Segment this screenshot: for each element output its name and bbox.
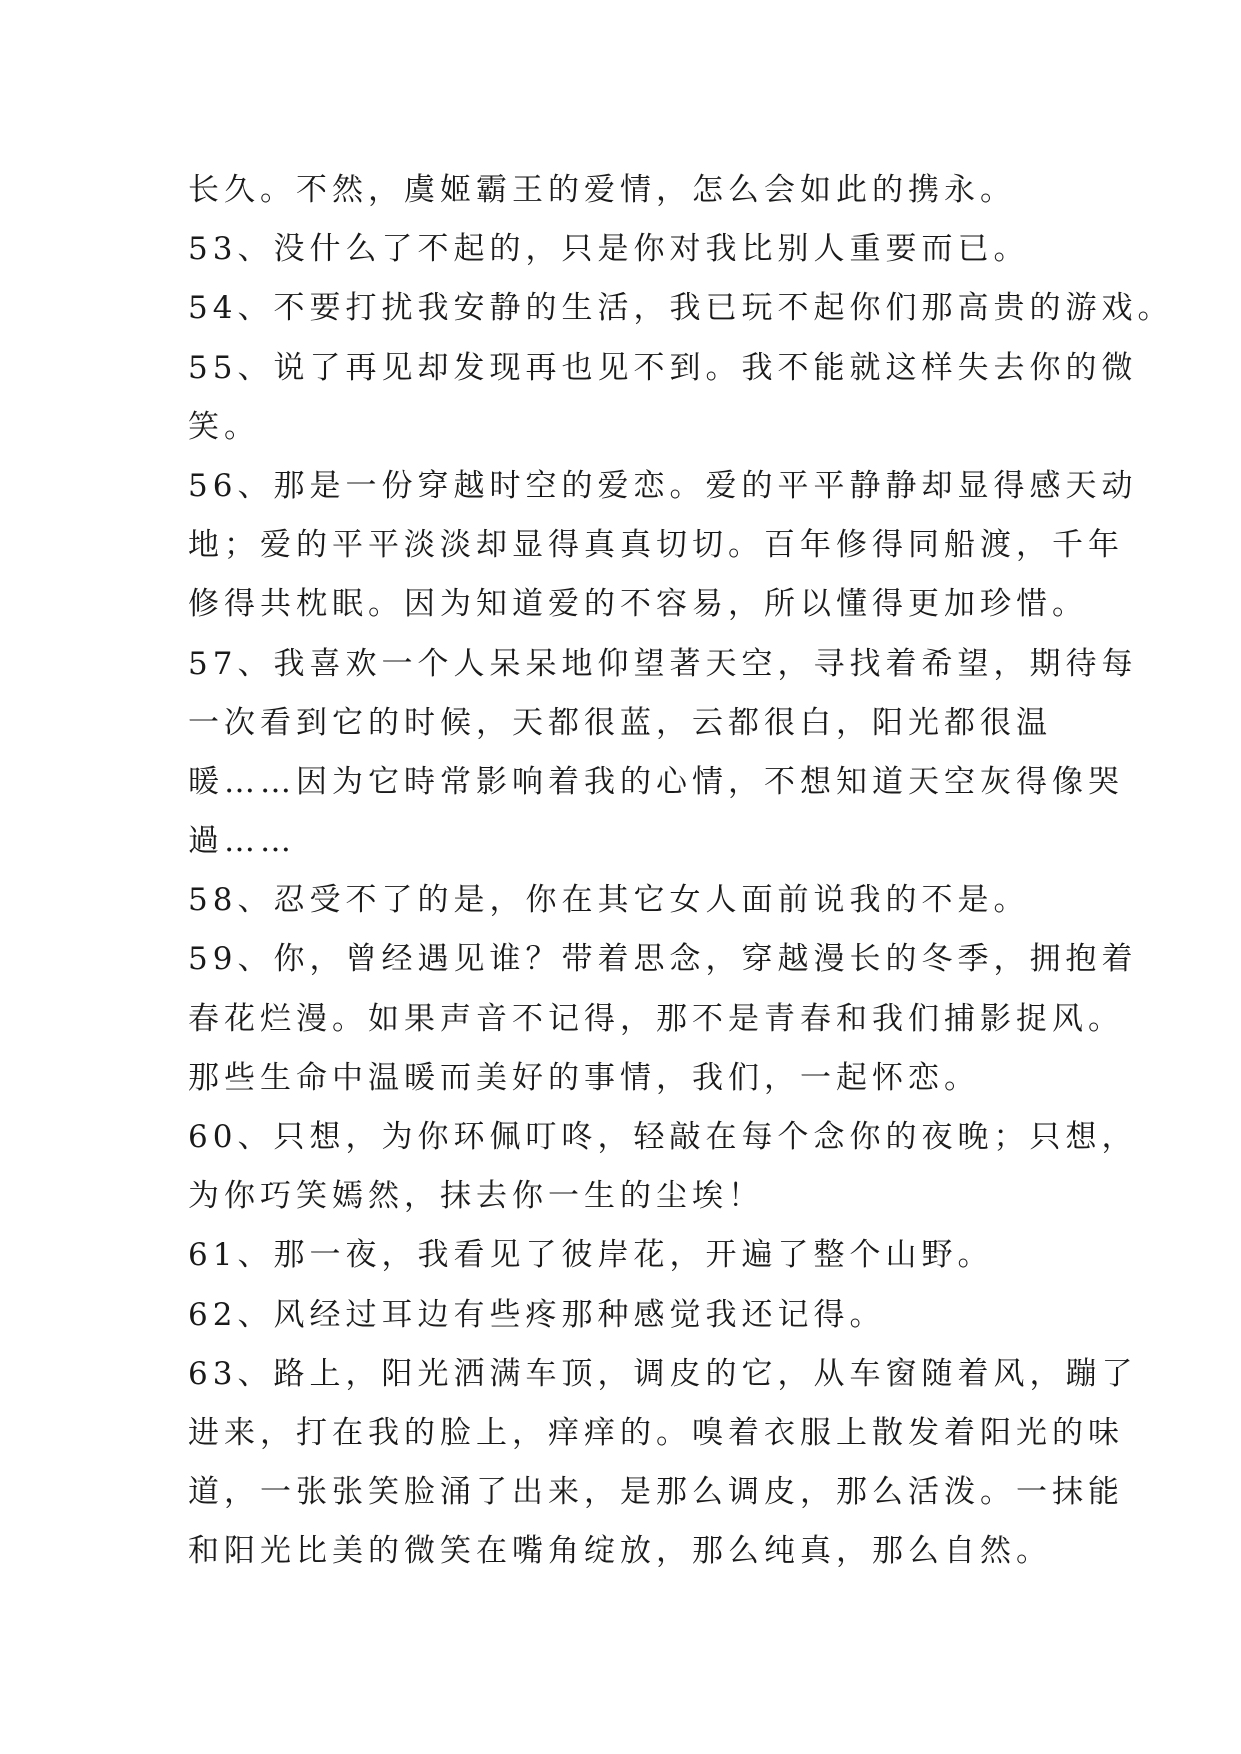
text-line: 過…… (188, 823, 296, 860)
text-line: 55、说了再见却发现再也见不到。我不能就这样失去你的微 (188, 349, 1138, 386)
text-line: 为你巧笑嫣然，抹去你一生的尘埃！ (188, 1178, 764, 1215)
text-line: 57、我喜欢一个人呆呆地仰望著天空，寻找着希望，期待每 (188, 645, 1138, 682)
text-line: 进来，打在我的脸上，痒痒的。嗅着衣服上散发着阳光的味 (188, 1414, 1124, 1451)
text-line: 长久。不然，虞姬霸王的爱情，怎么会如此的携永。 (188, 172, 1016, 208)
text-line: 笑。 (188, 408, 260, 445)
text-line: 62、风经过耳边有些疼那种感觉我还记得。 (188, 1296, 886, 1333)
text-line: 那些生命中温暖而美好的事情，我们，一起怀恋。 (188, 1059, 980, 1096)
text-line: 和阳光比美的微笑在嘴角绽放，那么纯真，那么自然。 (188, 1533, 1052, 1570)
text-line: 59、你，曾经遇见谁？带着思念，穿越漫长的冬季，拥抱着 (188, 941, 1138, 978)
text-line: 暖……因为它時常影响着我的心情，不想知道天空灰得像哭 (188, 763, 1124, 800)
text-line: 60、只想，为你环佩叮咚，轻敲在每个念你的夜晚；只想， (188, 1119, 1138, 1155)
text-line: 地；爱的平平淡淡却显得真真切切。百年修得同船渡，千年 (188, 527, 1124, 564)
text-line: 一次看到它的时候，天都很蓝，云都很白，阳光都很温 (188, 704, 1052, 741)
text-line: 61、那一夜，我看见了彼岸花，开遍了整个山野。 (188, 1237, 994, 1274)
text-line: 56、那是一份穿越时空的爱恋。爱的平平静静却显得感天动 (188, 467, 1138, 504)
text-line: 修得共枕眠。因为知道爱的不容易，所以懂得更加珍惜。 (188, 586, 1088, 623)
text-line: 63、路上，阳光洒满车顶，调皮的它，从车窗随着风，蹦了 (188, 1355, 1138, 1392)
text-line: 道，一张张笑脸涌了出来，是那么调皮，那么活泼。一抹能 (188, 1474, 1124, 1511)
text-line: 54、不要打扰我安静的生活，我已玩不起你们那高贵的游戏。 (188, 290, 1174, 327)
text-line: 53、没什么了不起的，只是你对我比别人重要而已。 (188, 231, 1030, 268)
text-line: 58、忍受不了的是，你在其它女人面前说我的不是。 (188, 882, 1030, 919)
text-line: 春花烂漫。如果声音不记得，那不是青春和我们捕影捉风。 (188, 1000, 1124, 1037)
document-body (188, 161, 1174, 1582)
